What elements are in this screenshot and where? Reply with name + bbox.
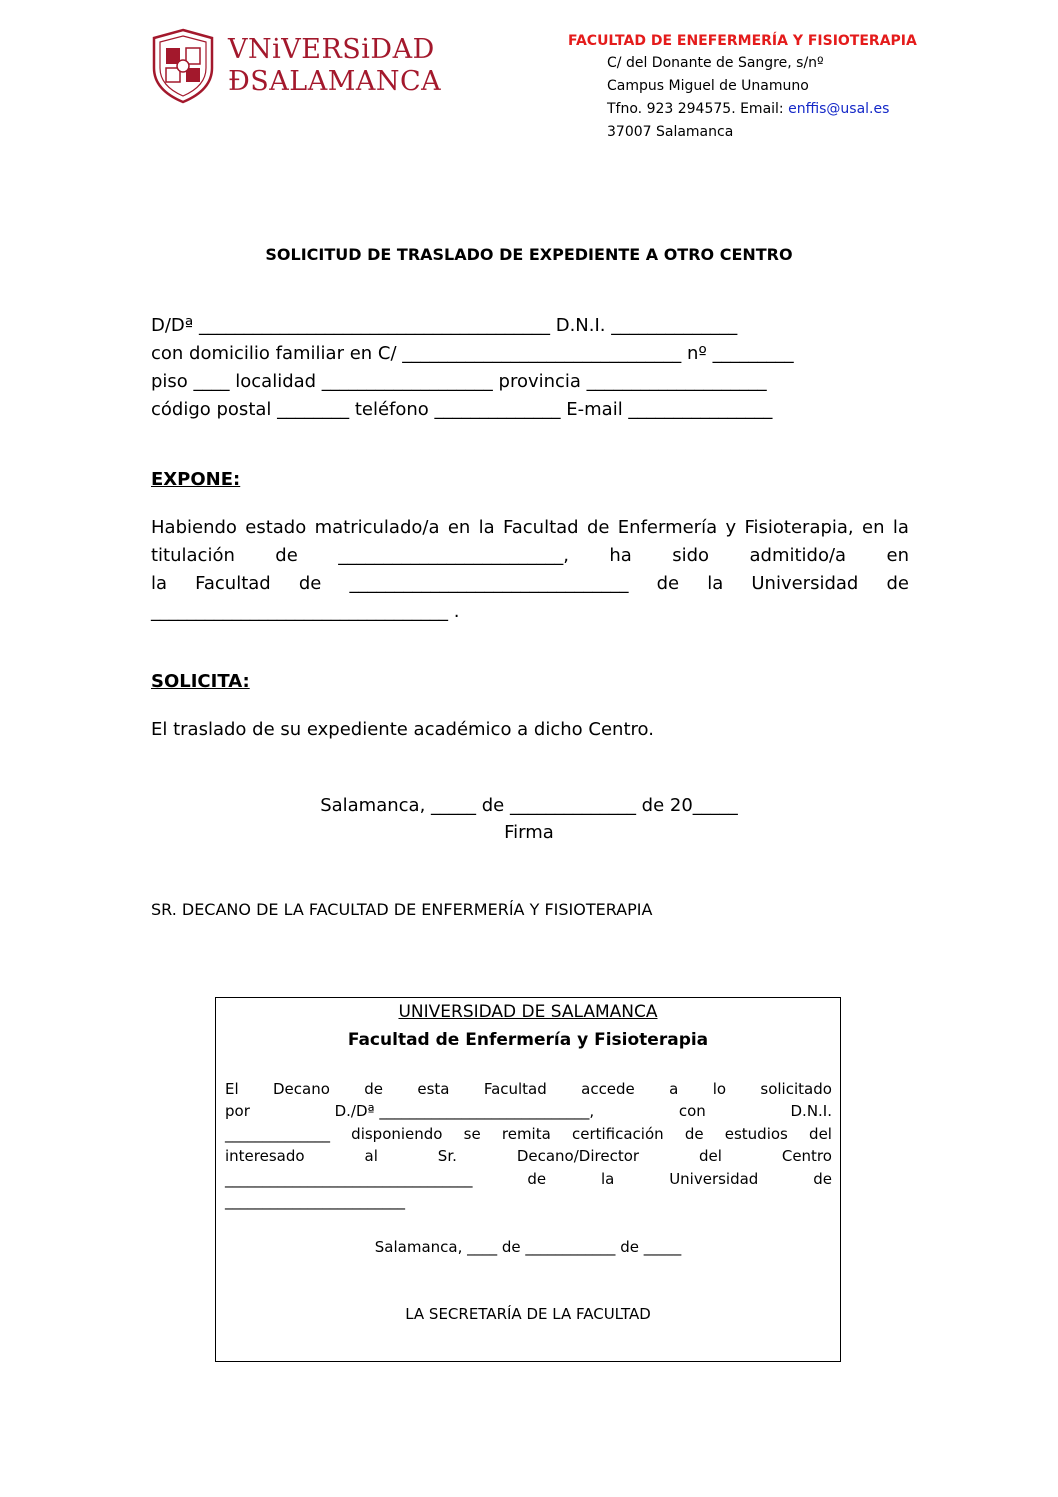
university-logo [148,28,442,106]
personal-line-contact: código postal ________ teléfono ______________ E-mail ________________ [151,399,773,420]
header-address: C/ del Donante de Sangre, s/nº [607,55,824,71]
word: disponiendo [351,1125,443,1143]
word: de [275,545,298,566]
personal-line-locality: piso ____ localidad ___________________ provincia ____________________ [151,371,767,392]
expone-heading: EXPONE: [151,469,241,490]
word: del [809,1125,832,1143]
date-line: Salamanca, _____ de ______________ de 20_____ [320,795,738,816]
logo-text-line1: VNiVERSiDAD [228,34,435,65]
word: al [364,1147,378,1165]
word: remita [501,1125,551,1143]
word: la [151,573,168,594]
word: de [684,1125,704,1143]
faculty-header-title: FACULTAD DE ENEFERMERÍA Y FISIOTERAPIA [568,33,917,49]
personal-line-name: D/Dª _______________________________________ D.N.I. ______________ [151,315,738,336]
word: con [678,1102,706,1120]
box-line [225,1080,832,1098]
expone-line [151,573,909,594]
word: en [447,517,471,538]
word: matriculado/a [314,517,440,538]
word: Decano [273,1080,330,1098]
expone-last-line: _________________________________ . [151,601,460,622]
word: se [463,1125,481,1143]
word: solicitado [760,1080,832,1098]
word: de [527,1170,547,1188]
word: de [298,573,322,594]
word: _______________________________ [349,573,629,594]
word: certificación [571,1125,664,1143]
word: Universidad [751,573,859,594]
logo-text-line2: ÐSALAMANCA [228,66,442,97]
word: ______________ [225,1125,330,1143]
word: por [225,1102,250,1120]
solicita-heading: SOLICITA: [151,671,250,692]
word: y [725,517,737,538]
word: de [813,1170,832,1188]
personal-line-address: con domicilio familiar en C/ _______________________________ nº _________ [151,343,794,364]
word: Facultad [483,1080,547,1098]
word: D.N.I. [790,1102,832,1120]
university-seal-icon [148,28,218,104]
word: la [892,517,909,538]
header-campus: Campus Miguel de Unamuno [607,78,809,94]
word: Facultad [503,517,579,538]
box-line [225,1102,832,1120]
box-line [225,1170,832,1188]
word: admitido/a [749,545,847,566]
addressee: SR. DECANO DE LA FACULTAD DE ENFERMERÍA Y FISIOTERAPIA [151,900,653,919]
word: estado [245,517,307,538]
word: la [478,517,495,538]
expone-line [151,517,909,538]
word: accede [581,1080,635,1098]
word: _________________________, [338,545,569,566]
word: Decano/Director [516,1147,640,1165]
header-contact [607,101,889,117]
word: Sr. [437,1147,457,1165]
word: la [707,573,724,594]
word: D./Dª ____________________________, [334,1102,595,1120]
box-heading-faculty: Facultad de Enfermería y Fisioterapia [347,1030,709,1050]
word: en [886,545,909,566]
signature-label: Firma [504,822,554,843]
box-secretary-label: LA SECRETARÍA DE LA FACULTAD [405,1305,651,1323]
word: _________________________________ [225,1170,473,1188]
word: Centro [781,1147,832,1165]
word: El [225,1080,239,1098]
word: esta [417,1080,450,1098]
word: Facultad [195,573,271,594]
word: lo [712,1080,727,1098]
word: en [862,517,885,538]
word: estudios [724,1125,788,1143]
word: interesado [225,1147,305,1165]
header-email-link[interactable]: enffis@usal.es [788,101,890,117]
resolution-box [215,997,841,1362]
word: de [586,517,610,538]
box-heading-university: UNIVERSIDAD DE SALAMANCA [398,1002,658,1022]
box-line [225,1147,832,1165]
word: la [600,1170,615,1188]
word: Universidad [669,1170,759,1188]
word: sido [672,545,710,566]
word: a [669,1080,679,1098]
box-date-line: Salamanca, ____ de ____________ de _____ [374,1238,682,1256]
word: de [364,1080,383,1098]
form-title: SOLICITUD DE TRASLADO DE EXPEDIENTE A OTRO CENTRO [265,245,793,264]
word: Enfermería [617,517,718,538]
expone-line [151,545,909,566]
header-city: 37007 Salamanca [607,124,734,140]
box-line [225,1125,832,1143]
word: Habiendo [151,517,237,538]
word: del [698,1147,722,1165]
solicita-text: El traslado de su expediente académico a dicho Centro. [151,719,654,740]
header-phone: Tfno. 923 294575. Email: [607,101,789,117]
word: titulación [151,545,235,566]
word: de [886,573,909,594]
word: Fisioterapia, [744,517,854,538]
word: ha [609,545,632,566]
box-last-line: ________________________ [225,1192,405,1210]
word: de [656,573,680,594]
